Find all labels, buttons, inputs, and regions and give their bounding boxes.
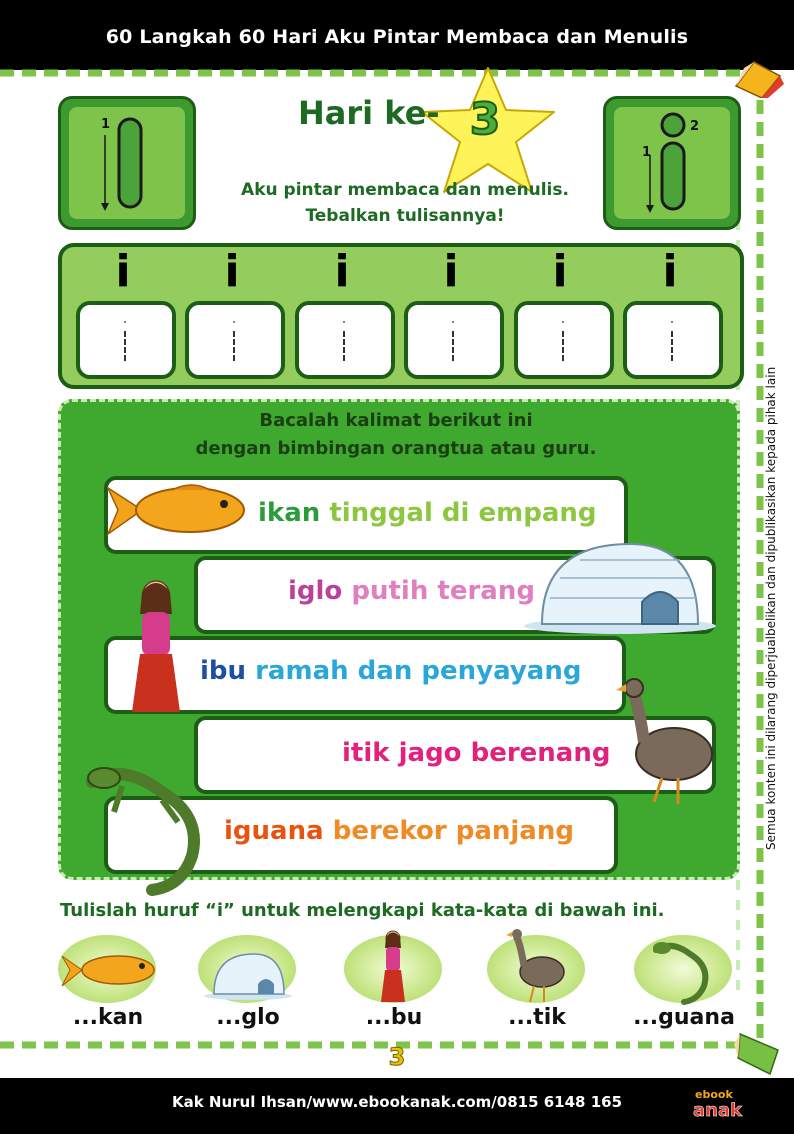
footer-credit: Kak Nurul Ihsan/www.ebookanak.com/0815 6148 165 bbox=[171, 1093, 623, 1111]
reading-instruction-line-1: Bacalah kalimat berikut ini bbox=[259, 410, 533, 431]
sentence-text bbox=[258, 498, 597, 528]
sentence-keyword: ikan bbox=[258, 498, 321, 528]
igloo-icon bbox=[202, 950, 294, 1000]
day-number: 3 bbox=[469, 94, 501, 145]
fill-in-word[interactable]: ...kan bbox=[72, 1005, 144, 1030]
header-title: 60 Langkah 60 Hari Aku Pintar Membaca dan Menulis bbox=[105, 26, 689, 48]
pencil-icon bbox=[734, 1030, 784, 1076]
sentence-text bbox=[288, 576, 535, 606]
stroke-number: 1 bbox=[101, 117, 111, 132]
sentence-keyword: ibu bbox=[200, 656, 247, 686]
tracing-box[interactable] bbox=[295, 301, 395, 379]
igloo-icon bbox=[520, 538, 716, 634]
sentence-keyword: iglo bbox=[288, 576, 343, 606]
tracing-box[interactable] bbox=[76, 301, 176, 379]
footer-bar bbox=[0, 1078, 794, 1134]
sentence-rest: berekor panjang bbox=[332, 816, 574, 846]
sentence-text bbox=[342, 738, 610, 768]
sentence-keyword: iguana bbox=[224, 816, 324, 846]
stroke-number: 2 bbox=[690, 119, 700, 134]
sentence-keyword: itik bbox=[342, 738, 390, 768]
fill-in-word[interactable]: ...guana bbox=[633, 1005, 735, 1030]
instruction-line-2: Tebalkan tulisannya! bbox=[305, 206, 505, 226]
ebookanak-logo bbox=[693, 1084, 743, 1126]
tracing-box[interactable] bbox=[514, 301, 614, 379]
duck-icon bbox=[614, 670, 718, 810]
stroke-guide-icon bbox=[89, 113, 159, 213]
stroke-number: 1 bbox=[642, 145, 652, 160]
tracing-box[interactable] bbox=[185, 301, 285, 379]
instruction-line-1: Aku pintar membaca dan menulis. bbox=[241, 180, 569, 200]
pencil-icon bbox=[732, 56, 784, 98]
iguana-icon bbox=[82, 756, 224, 896]
logo-top: ebook bbox=[695, 1088, 733, 1101]
page-number: 3 bbox=[388, 1043, 406, 1071]
exercise-instruction: Tulislah huruf “i” untuk melengkapi kata-kata di bawah ini. bbox=[60, 900, 665, 921]
sentence-rest: tinggal di empang bbox=[329, 498, 597, 528]
sentence-text bbox=[224, 816, 574, 846]
sentence-rest: jago berenang bbox=[398, 738, 611, 768]
letter-glyph: i bbox=[443, 246, 459, 297]
fill-in-word[interactable]: ...bu bbox=[365, 1005, 423, 1030]
fish-icon bbox=[102, 480, 248, 544]
logo-bottom: anak bbox=[693, 1100, 743, 1121]
letter-glyph: i bbox=[334, 246, 350, 297]
letter-glyph: i bbox=[662, 246, 678, 297]
fill-in-word[interactable]: ...glo bbox=[216, 1005, 280, 1030]
tracing-box[interactable] bbox=[623, 301, 723, 379]
reading-instruction-line-2: dengan bimbingan orangtua atau guru. bbox=[195, 438, 597, 459]
duck-icon bbox=[504, 924, 568, 1004]
page-title bbox=[298, 94, 440, 132]
fish-icon bbox=[60, 950, 158, 992]
mother-icon bbox=[126, 574, 188, 716]
iguana-icon bbox=[650, 936, 718, 1006]
letter-stroke-box-left bbox=[58, 96, 196, 230]
fill-in-word[interactable]: ...tik bbox=[508, 1005, 566, 1030]
side-note: Semua konten ini dilarang diperjualbelikan dan dipublikasikan kepada pihak lain bbox=[764, 366, 778, 850]
letter-glyph: i bbox=[115, 246, 131, 297]
sentence-rest: ramah dan penyayang bbox=[255, 656, 582, 686]
letter-glyph: i bbox=[552, 246, 568, 297]
sentence-text bbox=[200, 656, 581, 686]
mother-icon bbox=[378, 928, 408, 1004]
letter-stroke-box-right bbox=[603, 96, 741, 230]
stroke-guide-icon bbox=[632, 107, 712, 217]
letter-glyph: i bbox=[224, 246, 240, 297]
sentence-rest: putih terang bbox=[351, 576, 535, 606]
tracing-box[interactable] bbox=[404, 301, 504, 379]
title-prefix: Hari ke- bbox=[298, 94, 440, 132]
